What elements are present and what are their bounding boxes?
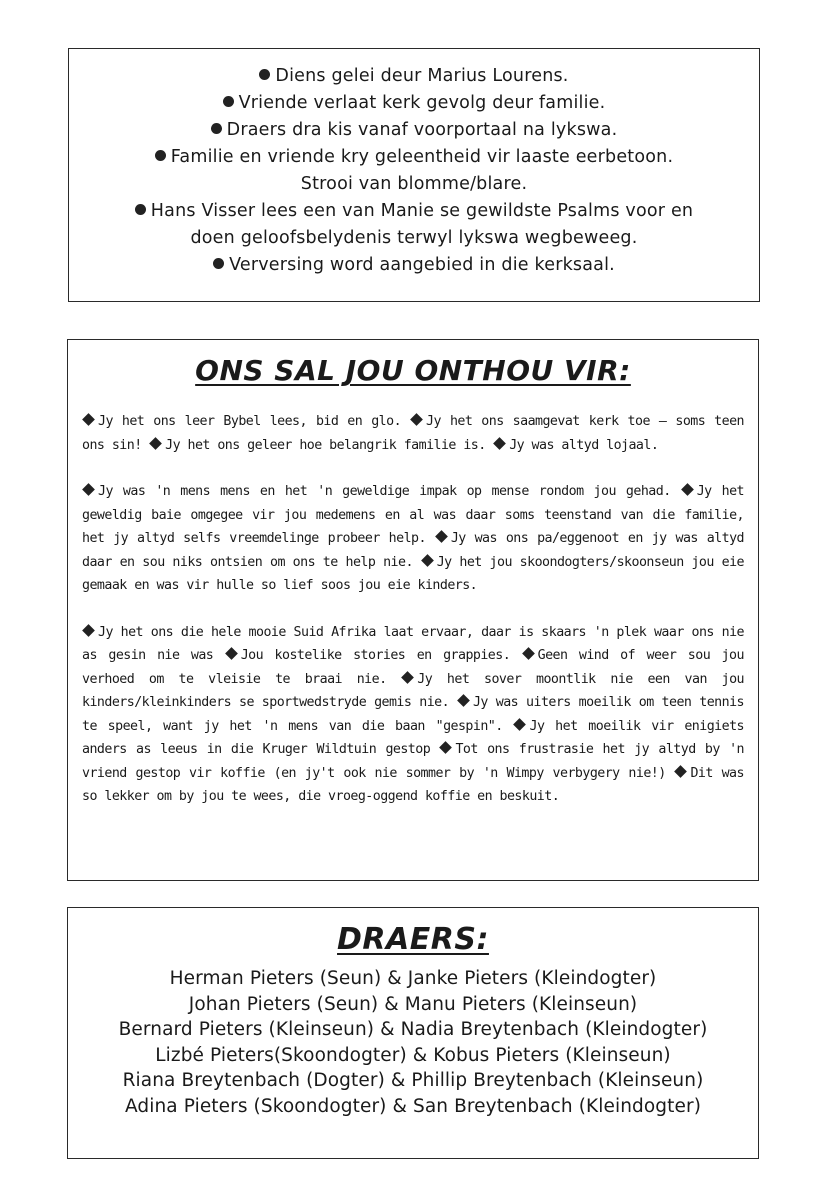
- diamond-bullet-icon: [149, 437, 162, 450]
- remembrance-paragraph: [82, 480, 744, 598]
- memory-item: Jy was altyd lojaal.: [509, 437, 659, 453]
- memory-item: Dit was so lekker om by jou te wees, die vroeg-oggend koffie en beskuit.: [82, 765, 744, 804]
- service-line-text: doen geloofsbelydenis terwyl lykswa wegbeweeg.: [190, 228, 638, 248]
- memory-item: Jy het ons die hele mooie Suid Afrika laat ervaar, daar is skaars 'n plek waar ons nie as gesin nie was: [82, 624, 744, 663]
- bearer-pair: Adina Pieters (Skoondogter) & San Breytenbach (Kleindogter): [124, 1095, 702, 1117]
- service-line-text: Vriende verlaat kerk gevolg deur familie.: [238, 93, 606, 113]
- service-line: [87, 90, 741, 117]
- service-line-text: Familie en vriende kry geleentheid vir laaste eerbetoon.: [170, 147, 674, 167]
- service-line-text: Strooi van blomme/blare.: [300, 174, 528, 194]
- diamond-bullet-icon: [681, 483, 694, 496]
- service-line: [87, 225, 741, 252]
- bullet-icon: [211, 123, 222, 134]
- diamond-bullet-icon: [514, 718, 527, 731]
- bearer-pair: Bernard Pieters (Kleinseun) & Nadia Breytenbach (Kleindogter): [118, 1019, 708, 1041]
- remembrance-paragraph: [82, 621, 744, 809]
- diamond-bullet-icon: [457, 694, 470, 707]
- bullet-icon: [135, 204, 146, 215]
- memory-item: Geen wind of weer sou jou verhoed om te vleisie te braai nie.: [82, 648, 744, 687]
- bearer-pair: Johan Pieters (Seun) & Manu Pieters (Kleinseun): [188, 993, 638, 1015]
- remembrance-heading: ONS SAL JOU ONTHOU VIR:: [195, 354, 631, 387]
- memory-item: Jy het ons leer Bybel lees, bid en glo.: [98, 414, 402, 429]
- service-line: [87, 252, 741, 279]
- diamond-bullet-icon: [421, 554, 434, 567]
- diamond-bullet-icon: [401, 671, 414, 684]
- memory-item: Jy was uiters moeilik om teen tennis te speel, want jy het 'n mens van die baan "gespin".: [82, 695, 744, 734]
- bearers-heading: DRAERS:: [337, 922, 489, 957]
- remembrance-box: [67, 339, 759, 881]
- bullet-icon: [223, 96, 234, 107]
- service-line-text: Hans Visser lees een van Manie se gewildste Psalms voor en: [150, 201, 694, 221]
- remembrance-paragraph: [82, 410, 744, 457]
- memory-item: Tot ons frustrasie het jy altyd by 'n vriend gestop vir koffie (en jy't ook nie sommer by 'n Wimpy verbygery nie!): [82, 742, 744, 781]
- service-line-text: Verversing word aangebied in die kerksaal.: [229, 255, 615, 275]
- memory-item: Jy het moeilik vir enigiets anders as leeus in die Kruger Wildtuin gestop: [82, 718, 744, 757]
- service-line: [87, 198, 741, 225]
- diamond-bullet-icon: [435, 530, 448, 543]
- diamond-bullet-icon: [410, 413, 423, 426]
- memory-item: Jou kostelike stories en grappies.: [240, 648, 511, 663]
- service-line: [87, 171, 741, 198]
- diamond-bullet-icon: [82, 413, 95, 426]
- diamond-bullet-icon: [82, 624, 95, 637]
- diamond-bullet-icon: [493, 437, 506, 450]
- diamond-bullet-icon: [675, 765, 688, 778]
- memory-item: Jy was 'n mens mens en het 'n geweldige impak op mense rondom jou gehad.: [98, 484, 671, 499]
- diamond-bullet-icon: [440, 741, 453, 754]
- service-line-text: Diens gelei deur Marius Lourens.: [275, 66, 569, 86]
- bearers-box: [67, 907, 759, 1159]
- service-line: [87, 63, 741, 90]
- service-programme-box: [68, 48, 760, 302]
- diamond-bullet-icon: [225, 647, 238, 660]
- bullet-icon: [155, 150, 166, 161]
- service-line: [87, 117, 741, 144]
- memory-item: Jy was ons pa/eggenoot en jy was altyd daar en sou niks ontsien om ons te help nie.: [82, 531, 744, 570]
- bullet-icon: [259, 69, 270, 80]
- bearer-pair: Riana Breytenbach (Dogter) & Phillip Breytenbach (Kleinseun): [122, 1070, 704, 1092]
- service-line-text: Draers dra kis vanaf voorportaal na lykswa.: [226, 120, 618, 140]
- memory-item: Jy het sover moontlik nie een van jou kinders/kleinkinders se sportwedstryde gemis nie.: [82, 671, 744, 710]
- bullet-icon: [213, 258, 224, 269]
- service-line: [87, 144, 741, 171]
- diamond-bullet-icon: [82, 483, 95, 496]
- diamond-bullet-icon: [522, 647, 535, 660]
- memory-item: Jy het jou skoondogters/skoonseun jou eie gemaak en was vir hulle so lief soos jou eie kinders.: [82, 554, 744, 593]
- memory-item: Jy het ons geleer hoe belangrik familie is.: [165, 437, 486, 453]
- bearer-pair: Herman Pieters (Seun) & Janke Pieters (Kleindogter): [169, 968, 657, 989]
- bearer-pair: Lizbé Pieters(Skoondogter) & Kobus Pieters (Kleinseun): [155, 1044, 671, 1066]
- memory-item: Jy het geweldig baie omgegee vir jou medemens en al was daar soms teenstand van die familie, het jy altyd selfs vreemdelinge probeer help.: [82, 484, 744, 546]
- memory-item: Jy het ons saamgevat kerk toe – soms teen ons sin!: [82, 414, 744, 453]
